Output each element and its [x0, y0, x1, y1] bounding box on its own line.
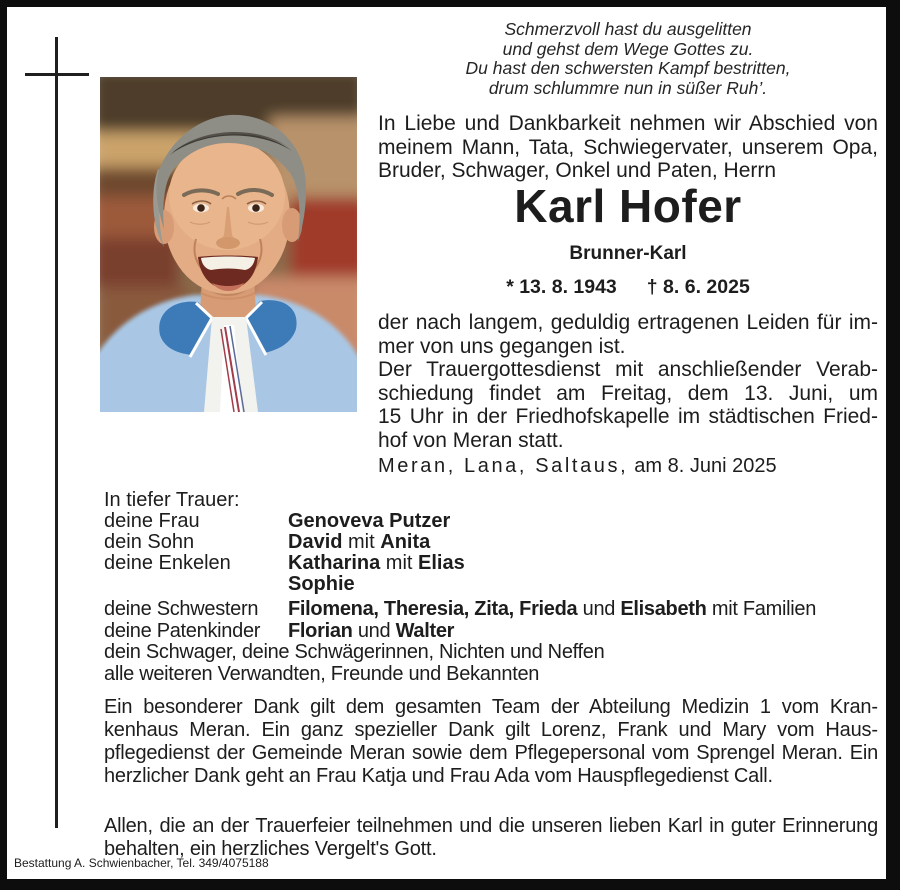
thanks-paragraph: Ein besonderer Dank gilt dem gesamten Team der Abteilung Medizin 1 vom Krankenhaus Meran. Ein ganz spezieller Dank gilt Lorenz, Frank und Mary vom Hauspflegedienst der Gemeinde Meran sowie dem Pflegepersonal vom Sprengel Meran. Ein herzlicher Dank geht an Frau Katja und Frau Ada vom Hauspflegedienst Call. [104, 696, 878, 787]
mourner-name: Elisabeth [620, 598, 707, 620]
mourners-group-condensed [104, 599, 878, 685]
deceased-house-name: Brunner-Karl [569, 243, 687, 264]
mourner-conj: mit [380, 552, 419, 574]
mourner-row [104, 599, 878, 621]
birth-date: * 13. 8. 1943 [506, 276, 617, 298]
portrait-photo [100, 77, 357, 412]
mourner-conj: mit [342, 531, 381, 553]
mourner-names [288, 620, 454, 642]
dateline-places: Meran, Lana, Saltaus, [378, 455, 629, 477]
mourner-relation: dein Sohn [104, 531, 195, 553]
mourner-names [288, 573, 355, 595]
passing-paragraph: der nach langem, geduldig ertragenen Leiden für immer von uns gegangen ist. [378, 311, 878, 358]
mourner-name: Katharina [288, 552, 381, 574]
funeral-home-credit: Bestattung A. Schwienbacher, Tel. 349/4075188 [14, 856, 269, 870]
cross-bar [25, 73, 89, 76]
cross-stem [55, 37, 58, 828]
mourner-names [288, 531, 430, 553]
mourner-relation: deine Patenkinder [104, 619, 261, 642]
dateline [378, 455, 878, 478]
verse-line: drum schlummre nun in süßer Ruh’. [488, 77, 768, 98]
mourner-extra-line: alle weiteren Verwandten, Freunde und Bekannten [104, 662, 540, 685]
verse-line: Du hast den schwersten Kampf bestritten, [465, 58, 791, 78]
mourner-relation: deine Enkelen [104, 552, 231, 574]
dateline-date: am 8. Juni 2025 [634, 455, 777, 477]
mourner-row [104, 621, 878, 643]
mourner-name: Walter [395, 619, 455, 642]
death-date: † 8. 6. 2025 [646, 276, 750, 298]
memorial-verse [378, 20, 878, 98]
mourner-conj: mit Familien [706, 598, 817, 620]
mourner-extra-line: dein Schwager, deine Schwägerinnen, Nichten und Neffen [104, 641, 605, 663]
mourner-conj: und [352, 619, 396, 642]
service-paragraph: Der Trauergottesdienst mit anschließender Verabschiedung findet am Freitag, dem 13. Juni, um 15 Uhr in der Friedhofskapelle im städtischen Friedhof von Meran statt. [378, 358, 878, 452]
mourner-name: Florian [288, 619, 353, 642]
mourner-row [104, 574, 878, 595]
mourner-name: David [288, 531, 343, 553]
mourner-row [104, 511, 878, 532]
life-dates [378, 276, 878, 299]
verse-line: und gehst dem Wege Gottes zu. [502, 38, 754, 59]
mourner-names [288, 510, 450, 532]
mourner-name: Elias [418, 552, 465, 574]
intro-paragraph: In Liebe und Dankbarkeit nehmen wir Abschied von meinem Mann, Tata, Schwiegervater, unserem Opa, Bruder, Schwager, Onkel und Paten, Herrn [378, 112, 878, 182]
mourner-name: Anita [380, 531, 431, 553]
mourner-names [288, 552, 465, 574]
mourner-names [288, 598, 816, 620]
deceased-name: Karl Hofer [514, 180, 742, 232]
mourner-name: Filomena, Theresia, Zita, Frieda [288, 598, 578, 620]
farewell-paragraph: Allen, die an der Trauerfeier teilnehmen und die unseren lieben Karl in guter Erinnerung behalten, ein herzliches Vergelt's Gott. [104, 815, 878, 860]
mourner-row [104, 532, 878, 553]
mourner-name: Sophie [288, 573, 355, 595]
mourner-name: Genoveva Putzer [288, 510, 451, 532]
mourner-conj: und [577, 598, 621, 620]
mourner-relation: deine Frau [104, 510, 200, 532]
mourner-row [104, 553, 878, 574]
mourners-title: In tiefer Trauer: [104, 489, 240, 511]
mourners-list [104, 511, 878, 685]
mourner-relation: deine Schwestern [104, 598, 259, 620]
verse-line: Schmerzvoll hast du ausgelitten [504, 19, 752, 39]
